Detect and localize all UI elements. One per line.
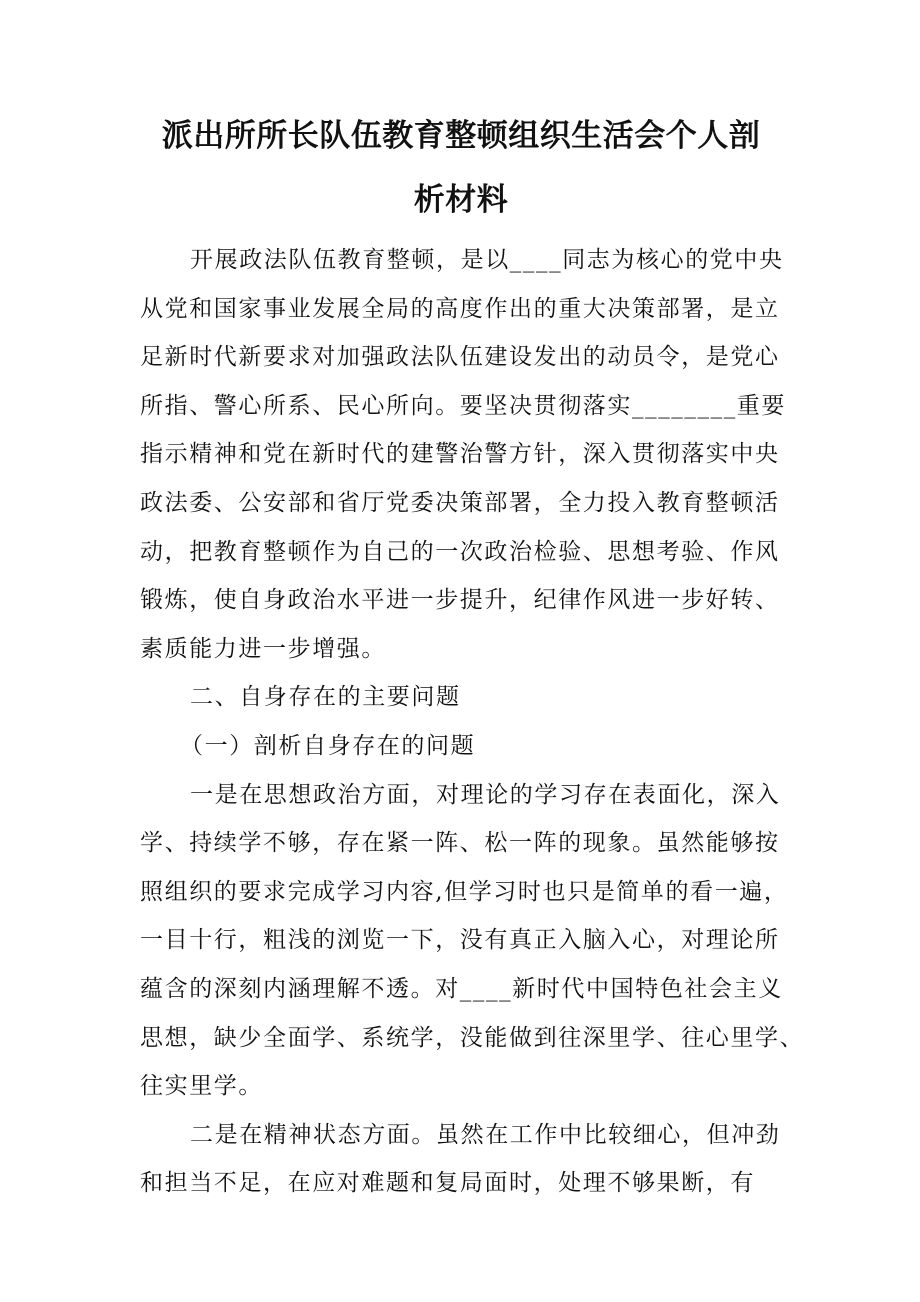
subsection-heading: （一）剖析自身存在的问题 — [180, 732, 476, 759]
intro-line: 所指、警心所系、民心所向。要坚决贯彻落实________重要 — [140, 392, 786, 419]
point-2-line: 二是在精神状态方面。虽然在工作中比较细心，但冲劲 — [190, 1121, 781, 1148]
intro-line: 素质能力进一步增强。 — [140, 635, 386, 662]
point-1-line: 蕴含的深刻内涵理解不透。对____新时代中国特色社会主义 — [140, 975, 783, 1002]
point-2-paragraph — [140, 1111, 782, 1208]
document-title — [140, 104, 782, 232]
point-1-line: 往实里学。 — [140, 1073, 263, 1100]
intro-line: 开展政法队伍教育整顿，是以____同志为核心的党中央 — [190, 247, 784, 273]
point-1-line: 照组织的要求完成学习内容,但学习时也只是简单的看一遍， — [140, 878, 789, 905]
point-2-line: 和担当不足，在应对难题和复局面时，处理不够果断，有 — [140, 1170, 755, 1197]
intro-line: 动，把教育整顿作为自己的一次政治检验、思想考验、作风 — [140, 538, 780, 565]
point-1-line: 学、持续学不够，存在紧一阵、松一阵的现象。虽然能够按 — [140, 830, 780, 857]
intro-line: 锻炼，使自身政治水平进一步提升，纪律作风进一步好转、 — [140, 587, 780, 614]
point-1-line: 一目十行，粗浅的浏览一下，没有真正入脑入心，对理论所 — [140, 927, 780, 954]
title-line-1: 派出所所长队伍教育整顿组织生活会个人剖 — [161, 118, 761, 154]
point-1-paragraph — [140, 771, 805, 1111]
intro-line: 政法委、公安部和省厅党委决策部署，全力投入教育整顿活 — [140, 489, 780, 516]
intro-paragraph — [140, 236, 786, 673]
intro-line: 指示精神和党在新时代的建警治警方针，深入贯彻落实中央 — [140, 441, 780, 468]
point-1-line: 思想，缺少全面学、系统学，没能做到往深里学、往心里学、 — [140, 1024, 805, 1051]
point-1-line: 一是在思想政治方面，对理论的学习存在表面化，深入 — [190, 781, 781, 808]
intro-line: 足新时代新要求对加强政法队伍建设发出的动员令，是党心 — [140, 344, 780, 371]
section-heading: 二、自身存在的主要问题 — [190, 684, 461, 711]
intro-line: 从党和国家事业发展全局的高度作出的重大决策部署，是立 — [140, 295, 780, 322]
title-line-2: 析材料 — [413, 182, 509, 218]
document-page — [140, 104, 805, 1208]
